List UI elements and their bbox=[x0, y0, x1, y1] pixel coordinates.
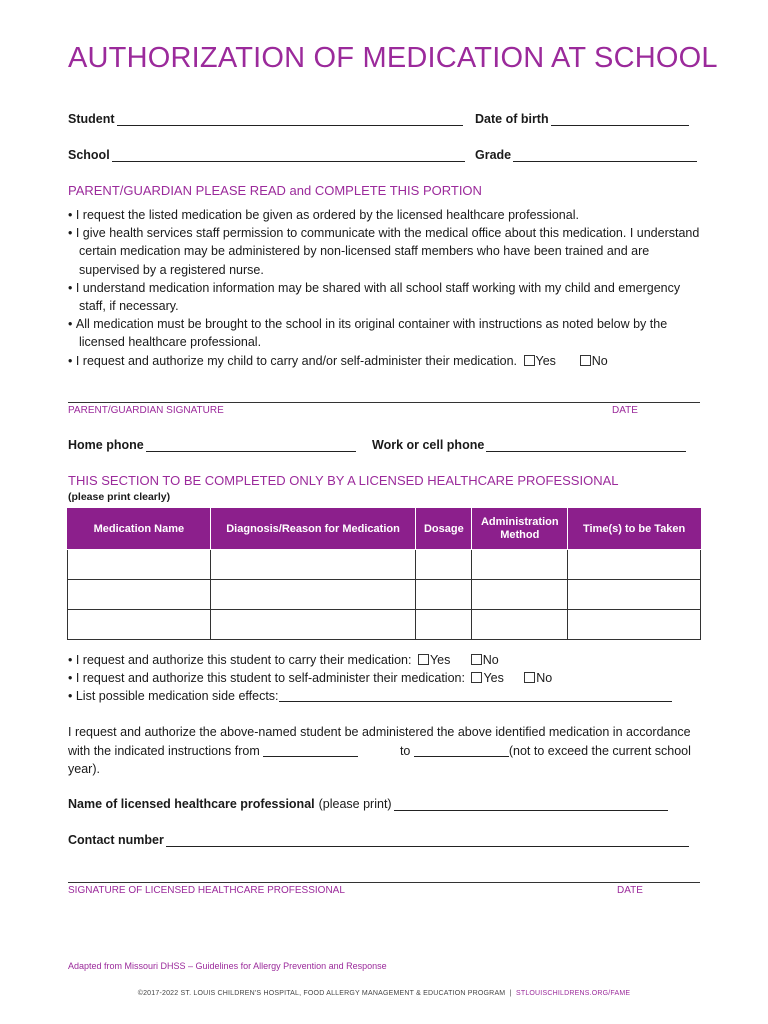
school-field[interactable] bbox=[112, 149, 465, 162]
to-date-field[interactable] bbox=[414, 744, 509, 757]
authorization-to: to bbox=[399, 743, 411, 758]
table-cell[interactable] bbox=[568, 610, 701, 640]
dob-row bbox=[475, 112, 689, 126]
authorization-text: I request and authorize the above-named student be administered the above identified medication in accordance with the indicated instructions from bbox=[68, 725, 691, 758]
footer-separator: | bbox=[509, 990, 512, 997]
hcp-bullet-self-administer bbox=[68, 669, 708, 687]
table-cell[interactable] bbox=[68, 580, 211, 610]
hcp-section-subheading: (please print clearly) bbox=[68, 491, 171, 503]
column-header: Administration Method bbox=[472, 509, 568, 550]
copyright-text: ©2017-2022 ST. LOUIS CHILDREN'S HOSPITAL, FOOD ALLERGY MANAGEMENT & EDUCATION PROGRAM bbox=[137, 990, 506, 997]
carry-no-checkbox[interactable] bbox=[471, 654, 482, 665]
parent-yes-label: Yes bbox=[535, 353, 556, 368]
grade-row bbox=[475, 148, 697, 162]
column-header: Dosage bbox=[416, 509, 472, 550]
school-row bbox=[68, 148, 465, 162]
parent-no-checkbox[interactable] bbox=[580, 355, 591, 366]
parent-bullet-list bbox=[68, 206, 708, 370]
side-effects-field[interactable] bbox=[279, 689, 672, 702]
school-label: School bbox=[68, 148, 110, 162]
student-label: Student bbox=[68, 112, 115, 126]
column-header: Diagnosis/Reason for Medication bbox=[210, 509, 416, 550]
hcp-bullet-text: I request and authorize this student to carry their medication: bbox=[75, 653, 412, 667]
carry-no-label: No bbox=[482, 653, 499, 667]
hcp-name-field[interactable] bbox=[394, 798, 668, 811]
adapted-from-note: Adapted from Missouri DHSS – Guidelines for Allergy Prevention and Response bbox=[68, 961, 387, 971]
parent-section-heading: PARENT/GUARDIAN PLEASE READ and COMPLETE THIS PORTION bbox=[68, 183, 482, 198]
parent-no-label: No bbox=[591, 353, 608, 368]
home-phone-row bbox=[68, 438, 356, 452]
contact-field[interactable] bbox=[166, 834, 689, 847]
hcp-bullet-list bbox=[68, 651, 708, 706]
table-cell[interactable] bbox=[68, 550, 211, 580]
contact-row bbox=[68, 833, 689, 847]
table-cell[interactable] bbox=[68, 610, 211, 640]
column-header: Time(s) to be Taken bbox=[568, 509, 701, 550]
hcp-bullet-side-effects bbox=[68, 687, 708, 705]
table-cell[interactable] bbox=[568, 580, 701, 610]
hcp-signature-line[interactable] bbox=[68, 882, 700, 883]
work-phone-row bbox=[372, 438, 686, 452]
form-title: AUTHORIZATION OF MEDICATION AT SCHOOL bbox=[68, 42, 718, 74]
work-phone-label: Work or cell phone bbox=[372, 438, 485, 452]
table-cell[interactable] bbox=[210, 580, 416, 610]
carry-yes-label: Yes bbox=[429, 653, 451, 667]
parent-signature-line[interactable] bbox=[68, 402, 700, 403]
contact-label: Contact number bbox=[68, 833, 164, 847]
hcp-bullet-text: List possible medication side effects: bbox=[75, 689, 279, 704]
hcp-name-note: (please print) bbox=[318, 797, 392, 811]
hcp-signature-label: SIGNATURE OF LICENSED HEALTHCARE PROFESSIONAL bbox=[68, 885, 345, 896]
hcp-bullet-carry bbox=[68, 651, 708, 669]
authorization-limit: (not to exceed the current school year). bbox=[68, 743, 691, 776]
table-cell[interactable] bbox=[472, 610, 568, 640]
self-yes-checkbox[interactable] bbox=[471, 672, 482, 683]
grade-field[interactable] bbox=[513, 149, 697, 162]
table-row bbox=[68, 550, 701, 580]
parent-signature-label: PARENT/GUARDIAN SIGNATURE bbox=[68, 405, 224, 416]
table-cell[interactable] bbox=[568, 550, 701, 580]
authorization-paragraph bbox=[68, 723, 708, 779]
table-row bbox=[68, 610, 701, 640]
hcp-section-heading: THIS SECTION TO BE COMPLETED ONLY BY A LICENSED HEALTHCARE PROFESSIONAL bbox=[68, 473, 619, 488]
medication-table-header bbox=[68, 509, 701, 550]
parent-yes-checkbox[interactable] bbox=[524, 355, 535, 366]
self-no-checkbox[interactable] bbox=[524, 672, 535, 683]
table-cell[interactable] bbox=[210, 610, 416, 640]
table-row bbox=[68, 580, 701, 610]
parent-bullet: • All medication must be brought to the school in its original container with instructions as noted below by the licensed healthcare professional. bbox=[68, 315, 708, 351]
hcp-date-label: DATE bbox=[617, 885, 643, 896]
parent-bullet: • I understand medication information may be shared with all school staff working with my child and emergency staff, if necessary. bbox=[68, 279, 708, 315]
from-date-field[interactable] bbox=[263, 744, 358, 757]
student-row bbox=[68, 112, 463, 126]
hcp-name-row bbox=[68, 797, 668, 811]
home-phone-field[interactable] bbox=[146, 439, 356, 452]
self-no-label: No bbox=[536, 671, 553, 686]
table-cell[interactable] bbox=[472, 580, 568, 610]
medication-table bbox=[67, 508, 701, 640]
dob-label: Date of birth bbox=[475, 112, 549, 126]
hcp-name-label: Name of licensed healthcare professional bbox=[68, 797, 315, 811]
table-cell[interactable] bbox=[416, 580, 472, 610]
grade-label: Grade bbox=[475, 148, 512, 162]
copyright-footer bbox=[0, 990, 768, 997]
parent-bullet-self-administer bbox=[68, 352, 708, 370]
parent-bullet: • I give health services staff permission to communicate with the medical office about this medication. I understand certain medication may be administered by non-licensed staff members who have been trained and are supervised by a registered nurse. bbox=[68, 224, 708, 279]
table-cell[interactable] bbox=[416, 610, 472, 640]
footer-url-link[interactable]: STLOUISCHILDRENS.ORG/FAME bbox=[515, 990, 631, 997]
table-cell[interactable] bbox=[472, 550, 568, 580]
work-phone-field[interactable] bbox=[486, 439, 686, 452]
parent-bullet-text: I request and authorize my child to carry and/or self-administer their medication. bbox=[75, 353, 518, 368]
carry-yes-checkbox[interactable] bbox=[418, 654, 429, 665]
table-cell[interactable] bbox=[210, 550, 416, 580]
parent-date-label: DATE bbox=[612, 405, 638, 416]
hcp-bullet-text: I request and authorize this student to self-administer their medication: bbox=[75, 671, 465, 686]
home-phone-label: Home phone bbox=[68, 438, 144, 452]
student-field[interactable] bbox=[117, 113, 463, 126]
parent-bullet: • I request the listed medication be given as ordered by the licensed healthcare professional. bbox=[68, 206, 708, 224]
self-yes-label: Yes bbox=[483, 671, 504, 686]
table-cell[interactable] bbox=[416, 550, 472, 580]
dob-field[interactable] bbox=[551, 113, 689, 126]
column-header: Medication Name bbox=[68, 509, 211, 550]
